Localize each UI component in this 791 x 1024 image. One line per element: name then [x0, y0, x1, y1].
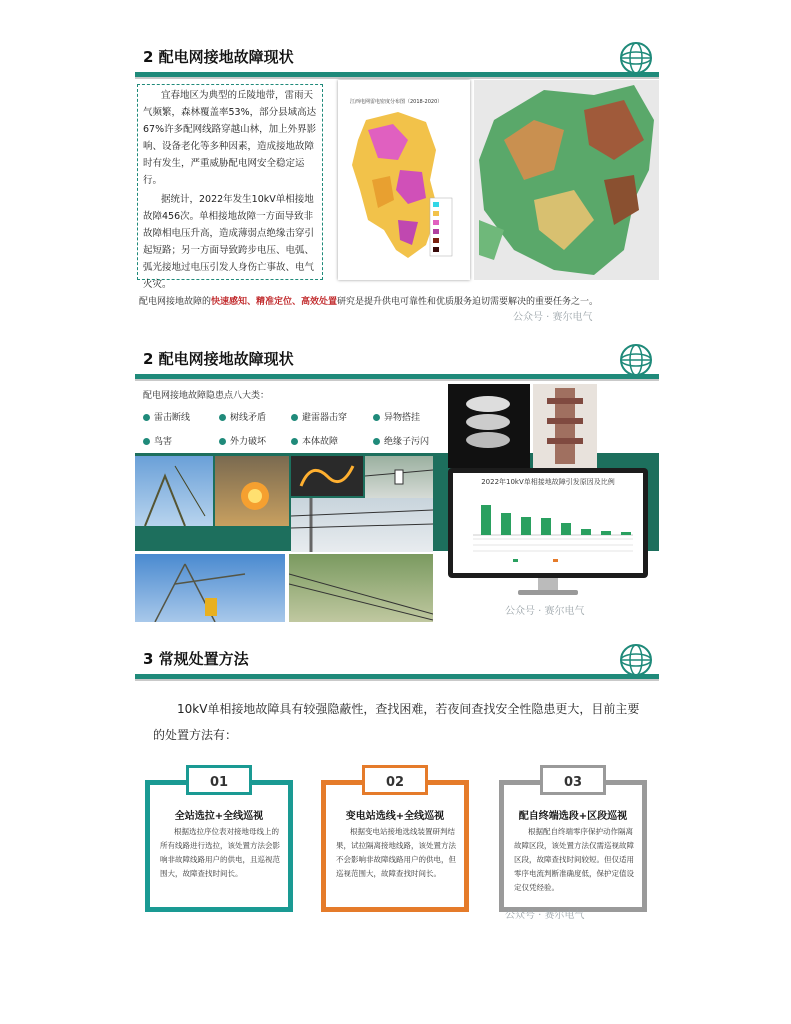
state-grid-logo — [619, 643, 653, 677]
summary-prefix: 配电网接地故障的 — [139, 297, 212, 307]
slide-conventional-methods — [135, 640, 659, 932]
hazard-item: 绝缘子污闪 — [373, 434, 429, 447]
summary-line — [139, 294, 598, 307]
bullet-icon — [291, 414, 298, 421]
paragraph-statistics: 据统计，2022年发生10kV单相接地故障456次。单相接地故障一方面导致非故障相电压升高，造成薄弱点绝缘击穿引起短路；另一方面导致跨步电压、电弧、弧光接地过电压引发人身伤亡事故、电气火灾。 — [143, 194, 315, 290]
method-card-1 — [145, 775, 293, 912]
state-grid-logo — [619, 41, 653, 75]
summary-highlight: 快速感知、精准定位、高效处置 — [211, 297, 338, 307]
lightning-density-map — [338, 80, 470, 280]
methods-intro: 10kV单相接地故障具有较强隐蔽性，查找困难，若夜间查找安全性隐患更大，目前主要的处置方法有： — [153, 702, 640, 742]
bullet-icon — [219, 438, 226, 445]
hazard-item: 树线矛盾 — [219, 410, 266, 423]
monitor-base — [518, 590, 578, 595]
map-title: 江西电网雷电密度分布图（2018-2020） — [350, 99, 443, 105]
photo-bird-damage — [135, 554, 285, 622]
photo-arrester-breakdown — [291, 456, 363, 496]
hazard-item: 雷击断线 — [143, 410, 190, 423]
paragraph-terrain: 宜春地区为典型的丘陵地带，雷雨天气频繁，森林覆盖率53%，部分县域高达67%许多配网线路穿越山林，加上外界影响、设备老化等多种因素，造成接地故障时有发生，严重威胁配电网安全稳定运行。 — [143, 90, 317, 186]
summary-suffix: 研究是提升供电可靠性和优质服务迫切需要解决的重要任务之一。 — [337, 297, 599, 307]
method-number: 01 — [186, 765, 252, 795]
photo-insulator-2 — [533, 384, 597, 468]
method-number: 02 — [362, 765, 428, 795]
watermark: 公众号 · 赛尔电气 — [505, 606, 585, 617]
bullet-icon — [143, 414, 150, 421]
method-title: 配自终端选段+区段巡视 — [518, 811, 628, 822]
method-card-3 — [499, 775, 647, 912]
method-description: 根据配自终端零序保护动作隔离故障区段，该处置方法仅需巡视故障区段，故障查找时间较短。但仅适用零序电流判断准确度低，保护定值设定仅凭经验。 — [514, 827, 634, 892]
title-bar-shadow — [135, 679, 659, 681]
title-bar-shadow — [135, 77, 659, 79]
method-number: 03 — [540, 765, 606, 795]
method-description: 根据选拉序位表对接地母线上的所有线路进行选拉，该处置方法会影响非故障线路用户的供电，且巡视范围大，故障查找时间长。 — [160, 827, 280, 878]
bullet-icon — [373, 414, 380, 421]
slide-title: 3 常规处置方法 — [143, 650, 249, 668]
terrain-map — [474, 80, 659, 280]
slide-title: 2 配电网接地故障现状 — [143, 48, 294, 66]
terrain-graphic — [474, 80, 659, 280]
hazard-intro: 配电网接地故障隐患点八大类： — [143, 391, 270, 401]
photo-external-damage — [289, 554, 433, 622]
hazard-item: 外力破坏 — [219, 434, 266, 447]
state-grid-logo — [619, 343, 653, 377]
hazard-item: 本体故障 — [291, 434, 338, 447]
method-title: 全站选拉+全线巡视 — [174, 811, 264, 822]
method-description: 根据变电站接地选线装置研判结果，试拉隔离接地线路，该处置方法不会影响非故障线路用户的供电，但巡视范围大，故障查找时间长。 — [336, 827, 456, 878]
chart-monitor — [448, 468, 648, 598]
method-title: 变电站选线+全线巡视 — [345, 811, 445, 822]
bullet-icon — [291, 438, 298, 445]
bullet-icon — [219, 414, 226, 421]
slide-ground-fault-status — [135, 38, 659, 330]
intro-textbox — [137, 84, 323, 290]
method-card-2 — [321, 775, 469, 912]
bullet-icon — [143, 438, 150, 445]
photo-foreign-object — [365, 456, 433, 500]
bullet-icon — [373, 438, 380, 445]
fault-cause-chart — [453, 473, 643, 573]
photo-insulator-1 — [448, 384, 530, 468]
monitor-screen — [453, 473, 643, 573]
watermark: 公众号 · 赛尔电气 — [513, 312, 593, 323]
photo-insulator-line — [291, 498, 433, 552]
hazard-item: 异物搭挂 — [373, 410, 420, 423]
photo-tree-fire — [215, 456, 289, 526]
slide-title: 2 配电网接地故障现状 — [143, 350, 294, 368]
photo-lightning-break — [135, 456, 213, 526]
hazard-item: 避雷器击穿 — [291, 410, 347, 423]
hazard-item: 鸟害 — [143, 434, 172, 447]
monitor-stand — [538, 578, 558, 590]
watermark: 公众号 · 赛尔电气 — [505, 910, 585, 921]
slide-hazard-categories — [135, 340, 659, 630]
map-graphic — [338, 80, 470, 280]
title-bar-shadow — [135, 379, 659, 381]
chart-title: 2022年10kV单相接地故障引发原因及比例 — [481, 478, 615, 486]
